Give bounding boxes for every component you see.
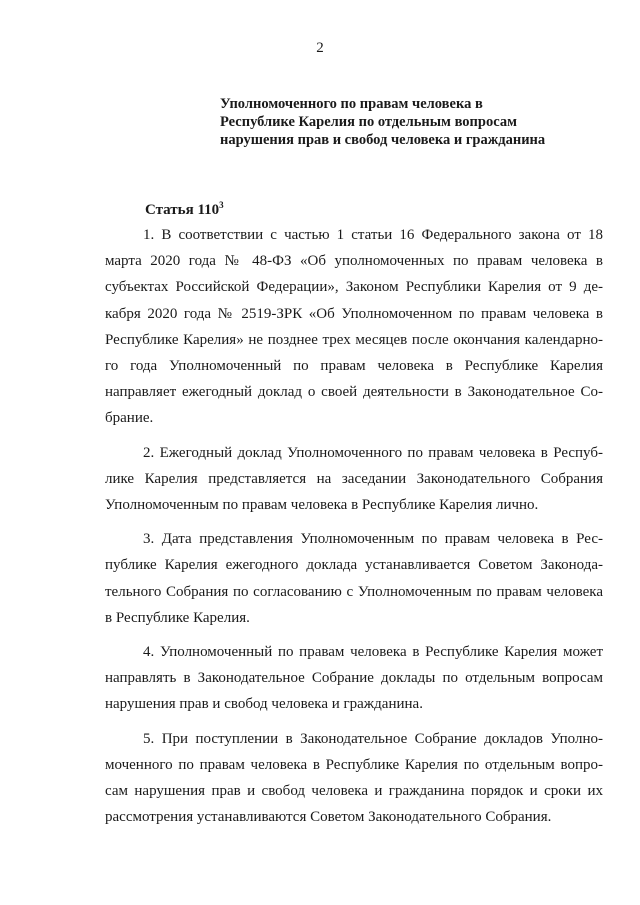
paragraph-4: 4. Уполномоченный по правам человека в Республике Карелия может направлять в Законодательное Собрание доклады по отдельным вопросам нарушения прав и свобод человека и гражданина. — [105, 644, 603, 713]
heading-line: Уполномоченного по правам человека в — [220, 96, 483, 112]
heading-line: нарушения прав и свобод человека и гражданина — [220, 132, 546, 148]
heading-line: Республике Карелия по отдельным вопросам — [220, 114, 517, 130]
article-title-text: Статья 110 — [145, 202, 220, 218]
article-title-superscript: 3 — [219, 200, 224, 210]
paragraph-2: 2. Ежегодный доклад Уполномоченного по правам человека в Республике Карелия представляется на заседании Законодательного Собрания Уполномоченным по правам человека в Республике Карелия лично. — [105, 444, 603, 514]
paragraph-3: 3. Дата представления Уполномоченным по правам человека в Республике Карелия ежегодного доклада устанавливается Советом Законодательного Собрания по согласованию с Уполномоченным по правам человека в Республике Карелия. — [105, 531, 603, 626]
article-title — [145, 200, 224, 219]
page-number: 2 — [316, 40, 324, 56]
article-body — [105, 222, 603, 838]
paragraph-1: 1. В соответствии с частью 1 статьи 16 Федерального закона от 18 марта 2020 года № 48-ФЗ «Об уполномоченных по правам человека в субъектах Российской Федерации», Законом Республики Карелия от 9 декабря 2020 года № 2519-ЗРК «Об Уполномоченном по правам человека в Республике Карелия» не позднее трех месяцев после окончания календарного года Уполномоченный по правам человека в Республике Карелия направляет ежегодный доклад о своей деятельности в Законодательное Собрание. — [105, 227, 603, 427]
document-heading — [220, 95, 580, 149]
paragraph-5: 5. При поступлении в Законодательное Собрание докладов Уполномоченного по правам человека в Республике Карелия по отдельным вопросам нарушения прав и свобод человека и гражданина порядок и сроки их рассмотрения устанавливаются Советом Законодательного Собрания. — [105, 730, 603, 826]
